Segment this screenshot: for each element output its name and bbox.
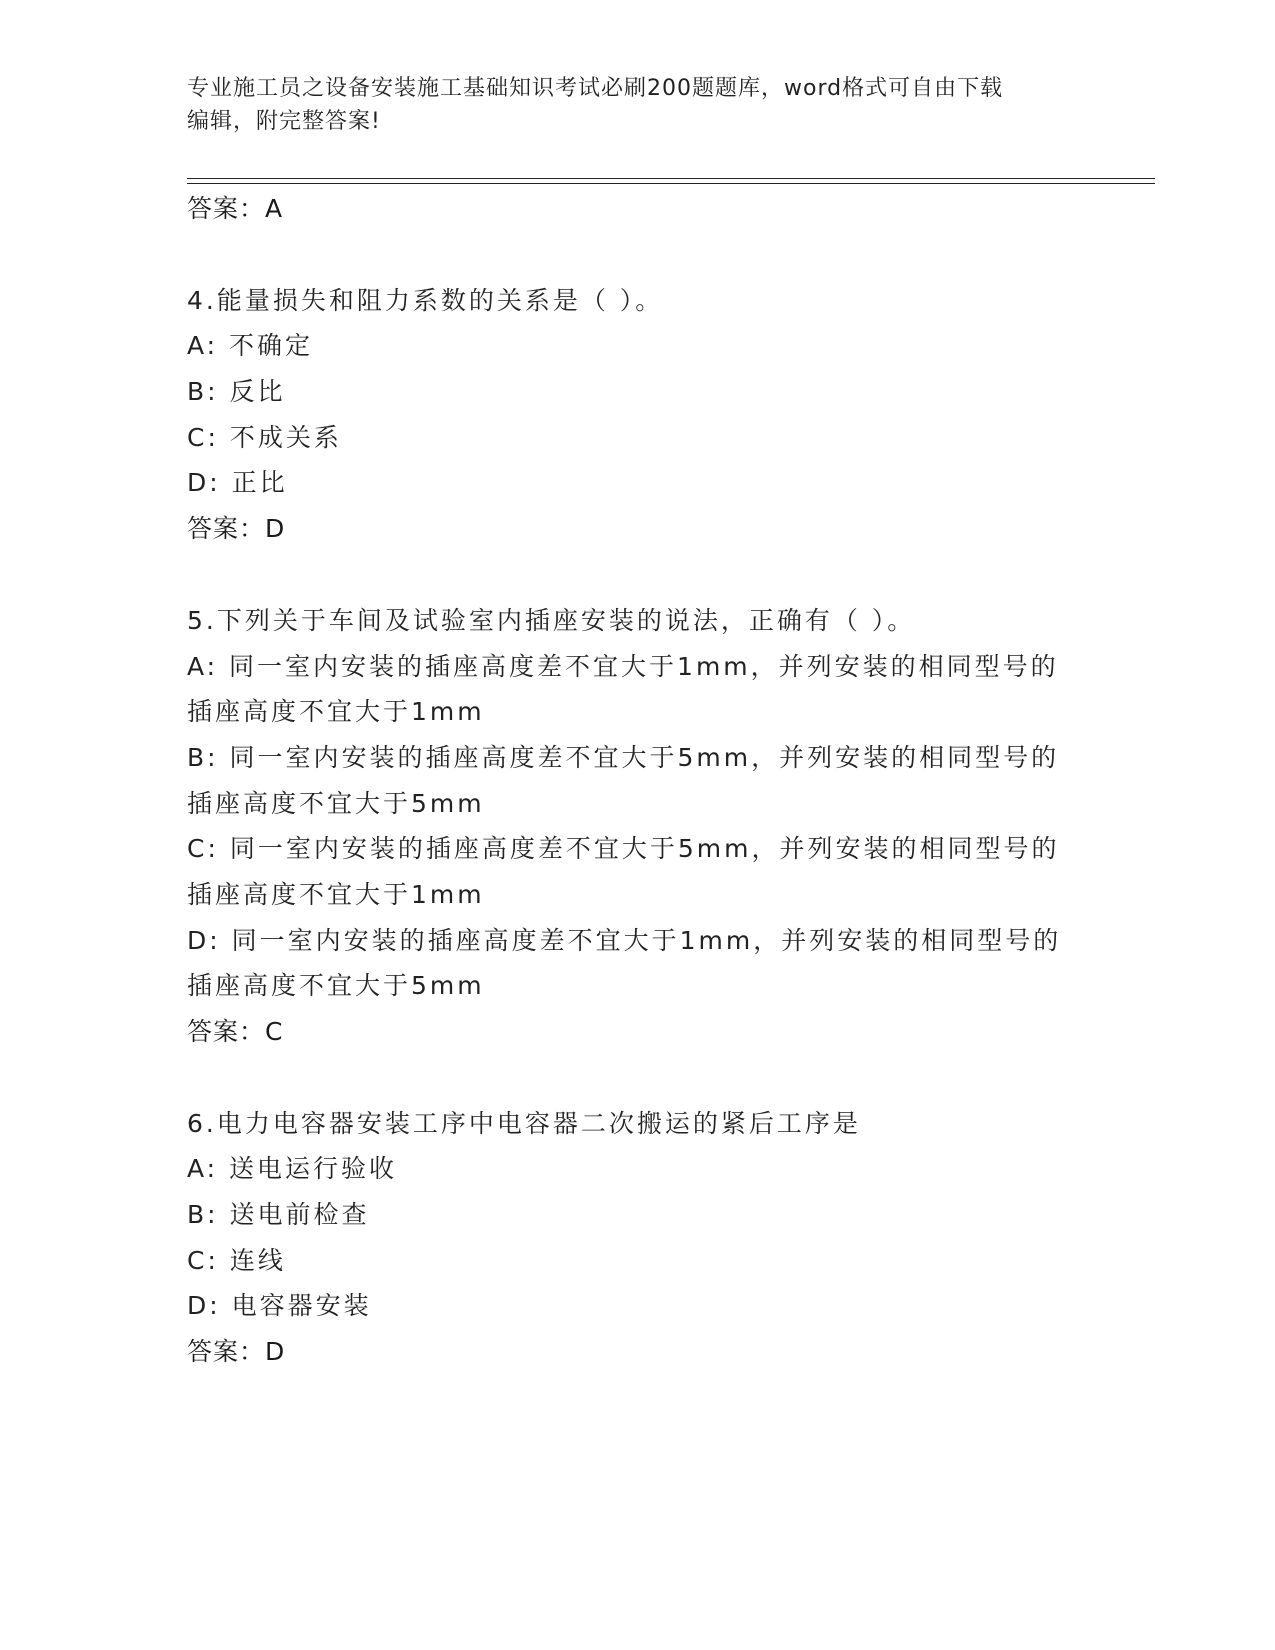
- option-d: D: 同一室内安装的插座高度差不宜大于1mm，并列安装的相同型号的: [187, 925, 1062, 955]
- header-line-2: 编辑，附完整答案!: [187, 109, 381, 134]
- question-block: [187, 278, 1087, 552]
- question-stem: 4.能量损失和阻力系数的关系是（ ）。: [187, 285, 664, 315]
- option-c: C: 不成关系: [187, 422, 342, 452]
- header-divider-top: [187, 178, 1155, 179]
- document-header: [187, 72, 1067, 138]
- option-b: B: 反比: [187, 377, 286, 407]
- option-b: B: 同一室内安装的插座高度差不宜大于5mm，并列安装的相同型号的: [187, 742, 1060, 772]
- option-a: A: 不确定: [187, 331, 314, 361]
- header-divider-bottom: [187, 183, 1155, 184]
- question-content: [187, 186, 1087, 1375]
- question-block: [187, 1101, 1087, 1375]
- option-d: D: 正比: [187, 468, 288, 498]
- option-a: A: 同一室内安装的插座高度差不宜大于1mm，并列安装的相同型号的: [187, 651, 1059, 681]
- previous-answer: 答案：A: [187, 194, 284, 223]
- question-answer: 答案：D: [187, 1337, 286, 1367]
- option-d: D: 电容器安装: [187, 1291, 372, 1321]
- question-answer: 答案：D: [187, 514, 286, 544]
- question-block: [187, 598, 1087, 1055]
- option-c-continued: 插座高度不宜大于1mm: [187, 879, 485, 909]
- spacer: [187, 552, 1087, 598]
- option-b-continued: 插座高度不宜大于5mm: [187, 788, 485, 818]
- option-c: C: 同一室内安装的插座高度差不宜大于5mm，并列安装的相同型号的: [187, 834, 1060, 864]
- header-line-1: 专业施工员之设备安装施工基础知识考试必刷200题题库，word格式可自由下载: [187, 76, 1004, 101]
- question-answer: 答案：C: [187, 1017, 284, 1046]
- option-d-continued: 插座高度不宜大于5mm: [187, 971, 485, 1001]
- option-b: B: 送电前检查: [187, 1200, 370, 1230]
- question-stem: 6.电力电容器安装工序中电容器二次搬运的紧后工序是: [187, 1108, 861, 1138]
- spacer: [187, 232, 1087, 278]
- option-a: A: 送电运行验收: [187, 1154, 398, 1184]
- spacer: [187, 1055, 1087, 1101]
- question-stem: 5.下列关于车间及试验室内插座安装的说法，正确有（ ）。: [187, 605, 916, 635]
- option-c: C: 连线: [187, 1245, 286, 1275]
- option-a-continued: 插座高度不宜大于1mm: [187, 697, 485, 727]
